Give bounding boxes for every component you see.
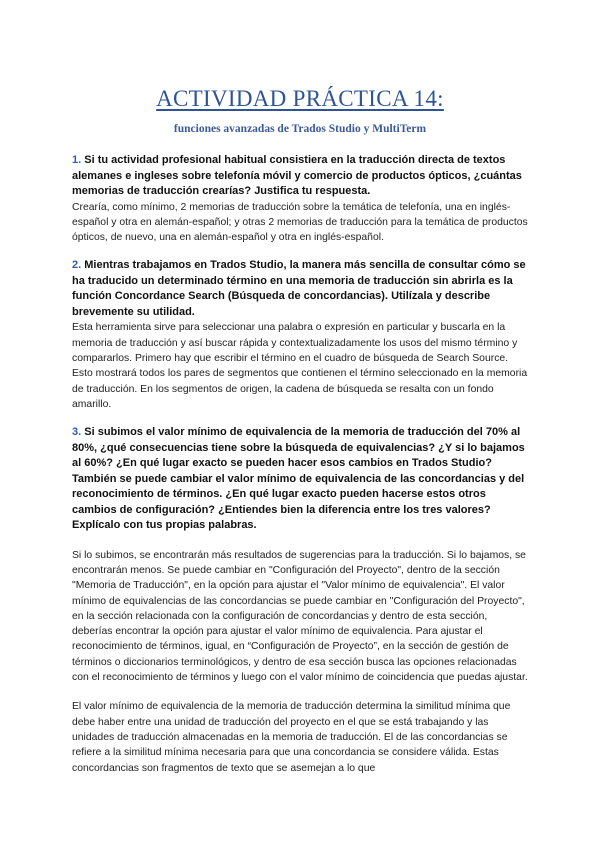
page-subtitle: funciones avanzadas de Trados Studio y MultiTerm (173, 123, 427, 135)
question-text: Si tu actividad profesional habitual consistiera en la traducción directa de textos alemanes e ingleses sobre telefonía móvil y comercio de productos ópticos, ¿cuántas memorias de traducción crearías? Justifica tu respuesta. (72, 154, 522, 197)
question-number: 2. (72, 259, 82, 272)
answer-3-paragraph-2: El valor mínimo de equivalencia de la memoria de traducción determina la similitud mínima que debe haber entre una unidad de traducción del proyecto en el que se está trabajando y las unidades de traducción almacenadas en la memoria de traducción. El de las concordancias se refiere a la similitud mínima necesaria para que una concordancia se considere válida. Estas concordancias son fragmentos de texto que se asemejan a lo que (72, 701, 511, 774)
answer-1: Crearía, como mínimo, 2 memorias de traducción sobre la temática de telefonía, una en inglés-español y otra en alemán-español; y otras 2 memorias de traducción para la temática de productos ópticos, de nuevo, una en alemán-español y otra en inglés-español. (72, 201, 528, 244)
question-1 (72, 153, 528, 200)
section-2 (72, 258, 528, 412)
section-3 (72, 425, 528, 776)
question-number: 1. (72, 154, 82, 166)
question-number: 3. (72, 426, 82, 439)
answer-2: Esta herramienta sirve para seleccionar una palabra o expresión en particular y buscarla en la memoria de traducción y así buscar rápida y contextualizadamente los usos del mismo término y compararlos. Primero hay que escribir el término en el cuadro de búsqueda de Search Source. Esto mostrará todos los pares de segmentos que contienen el término seleccionado en la memoria de traducción. En los segmentos de origen, la cadena de búsqueda se resalta con un fondo amarillo. (72, 322, 528, 410)
question-2 (72, 258, 528, 320)
question-3 (72, 425, 528, 534)
question-text: Mientras trabajamos en Trados Studio, la manera más sencilla de consultar cómo se ha traducido un determinado término en una memoria de traducción sin abrirla es la función Concordance Search (Búsqueda de concordancias). Utilízala y describe brevemente su utilidad. (72, 259, 526, 318)
question-text: Si subimos el valor mínimo de equivalencia de la memoria de traducción del 70% al 80%, ¿qué consecuencias tiene sobre la búsqueda de equivalencias? ¿Y si lo bajamos al 60%? ¿En qué lugar exacto se pueden hacer esos cambios en Trados Studio? También se puede cambiar el valor mínimo de equivalencia de las concordancias y del reconocimiento de términos. ¿En qué lugar exacto pueden hacerse estos otros cambios de configuración? ¿Entiendes bien la diferencia entre los tres valores? Explícalo con tus propias palabras. (72, 426, 525, 532)
answer-3-paragraph-1: Si lo subimos, se encontrarán más resultados de sugerencias para la traducción. Si lo bajamos, se encontrarán menos. Se puede cambiar en "Configuración del Proyecto", dentro de la sección "Memoria de Traducción", en la opción para ajustar el "Valor mínimo de equivalencia". El valor mínimo de equivalencias de las concordancias se puede cambiar en "Configuración del Proyecto", en la sección relacionada con la configuración de concordancias y dentro de esta sección, deberías encontrar la opción para ajustar el valor mínimo de equivalencia. Para ajustar el reconocimiento de términos, igual, en “Configuración de Proyecto”, en la sección de gestión de términos o diccionarios terminológicos, y dentro de esa sección busca las opciones relacionadas con el reconocimiento de términos y luego con el valor mínimo de coincidencia que puedas ajustar. (72, 549, 528, 684)
section-1 (72, 153, 528, 245)
page-title: ACTIVIDAD PRÁCTICA 14: (156, 86, 444, 111)
